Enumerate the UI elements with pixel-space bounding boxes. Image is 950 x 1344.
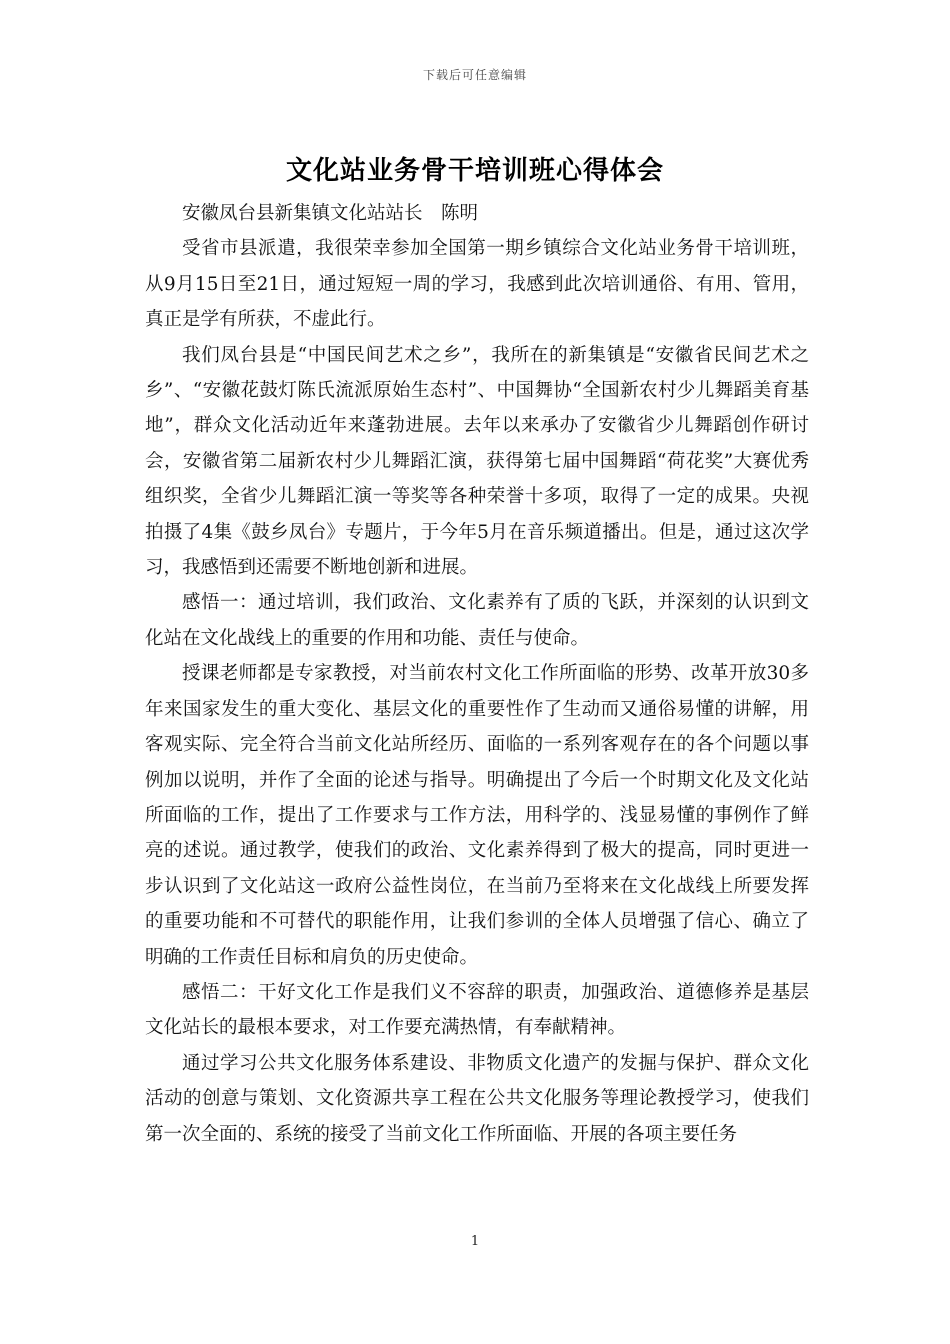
paragraph-2: 我们凤台县是“中国民间艺术之乡”，我所在的新集镇是“安徽省民间艺术之乡”、“安徽花鼓灯陈氏流派原始生态村”、中国舞协“全国新农村少儿舞蹈美育基地”，群众文化活动近年来蓬勃进展。去年以来承办了安徽省少儿舞蹈创作研讨会，安徽省第二届新农村少儿舞蹈汇演，获得第七届中国舞蹈“荷花奖”大赛优秀组织奖，全省少儿舞蹈汇演一等奖等各种荣誉十多项，取得了一定的成果。央视拍摄了4集《鼓乡凤台》专题片，于今年5月在音乐频道播出。但是，通过这次学习，我感悟到还需要不断地创新和进展。 (145, 344, 809, 579)
paragraph-1: 受省市县派遣，我很荣幸参加全国第一期乡镇综合文化站业务骨干培训班，从9月15日至21日，通过短短一周的学习，我感到此次培训通俗、有用、管用，真正是学有所获，不虚此行。 (145, 238, 809, 331)
paragraph-6: 通过学习公共文化服务体系建设、非物质文化遗产的发掘与保护、群众文化活动的创意与策划、文化资源共享工程在公共文化服务等理论教授学习，使我们第一次全面的、系统的接受了当前文化工作所面临、开展的各项主要任务 (145, 1052, 809, 1145)
header-note: 下载后可任意编辑 (422, 68, 527, 82)
paragraph-5: 感悟二：干好文化工作是我们义不容辞的职责，加强政治、道德修养是基层文化站长的最根本要求，对工作要充满热情，有奉献精神。 (145, 981, 809, 1039)
byline: 安徽凤台县新集镇文化站站长 陈明 (182, 203, 479, 224)
document-title: 文化站业务骨干培训班心得体会 (285, 156, 664, 186)
page-number: 1 (470, 1234, 480, 1249)
paragraph-4: 授课老师都是专家教授，对当前农村文化工作所面临的形势、改革开放30多年来国家发生的重大变化、基层文化的重要性作了生动而又通俗易懂的讲解，用客观实际、完全符合当前文化站所经历、面临的一系列客观存在的各个问题以事例加以说明，并作了全面的论述与指导。明确提出了今后一个时期文化及文化站所面临的工作，提出了工作要求与工作方法，用科学的、浅显易懂的事例作了鲜亮的述说。通过教学，使我们的政治、文化素养得到了极大的提高，同时更进一步认识到了文化站这一政府公益性岗位，在当前乃至将来在文化战线上所要发挥的重要功能和不可替代的职能作用，让我们参训的全体人员增强了信心、确立了明确的工作责任目标和肩负的历史使命。 (145, 663, 809, 968)
document-body (145, 196, 809, 1152)
paragraph-3: 感悟一：通过培训，我们政治、文化素养有了质的飞跃，并深刻的认识到文化站在文化战线上的重要的作用和功能、责任与使命。 (145, 592, 809, 649)
